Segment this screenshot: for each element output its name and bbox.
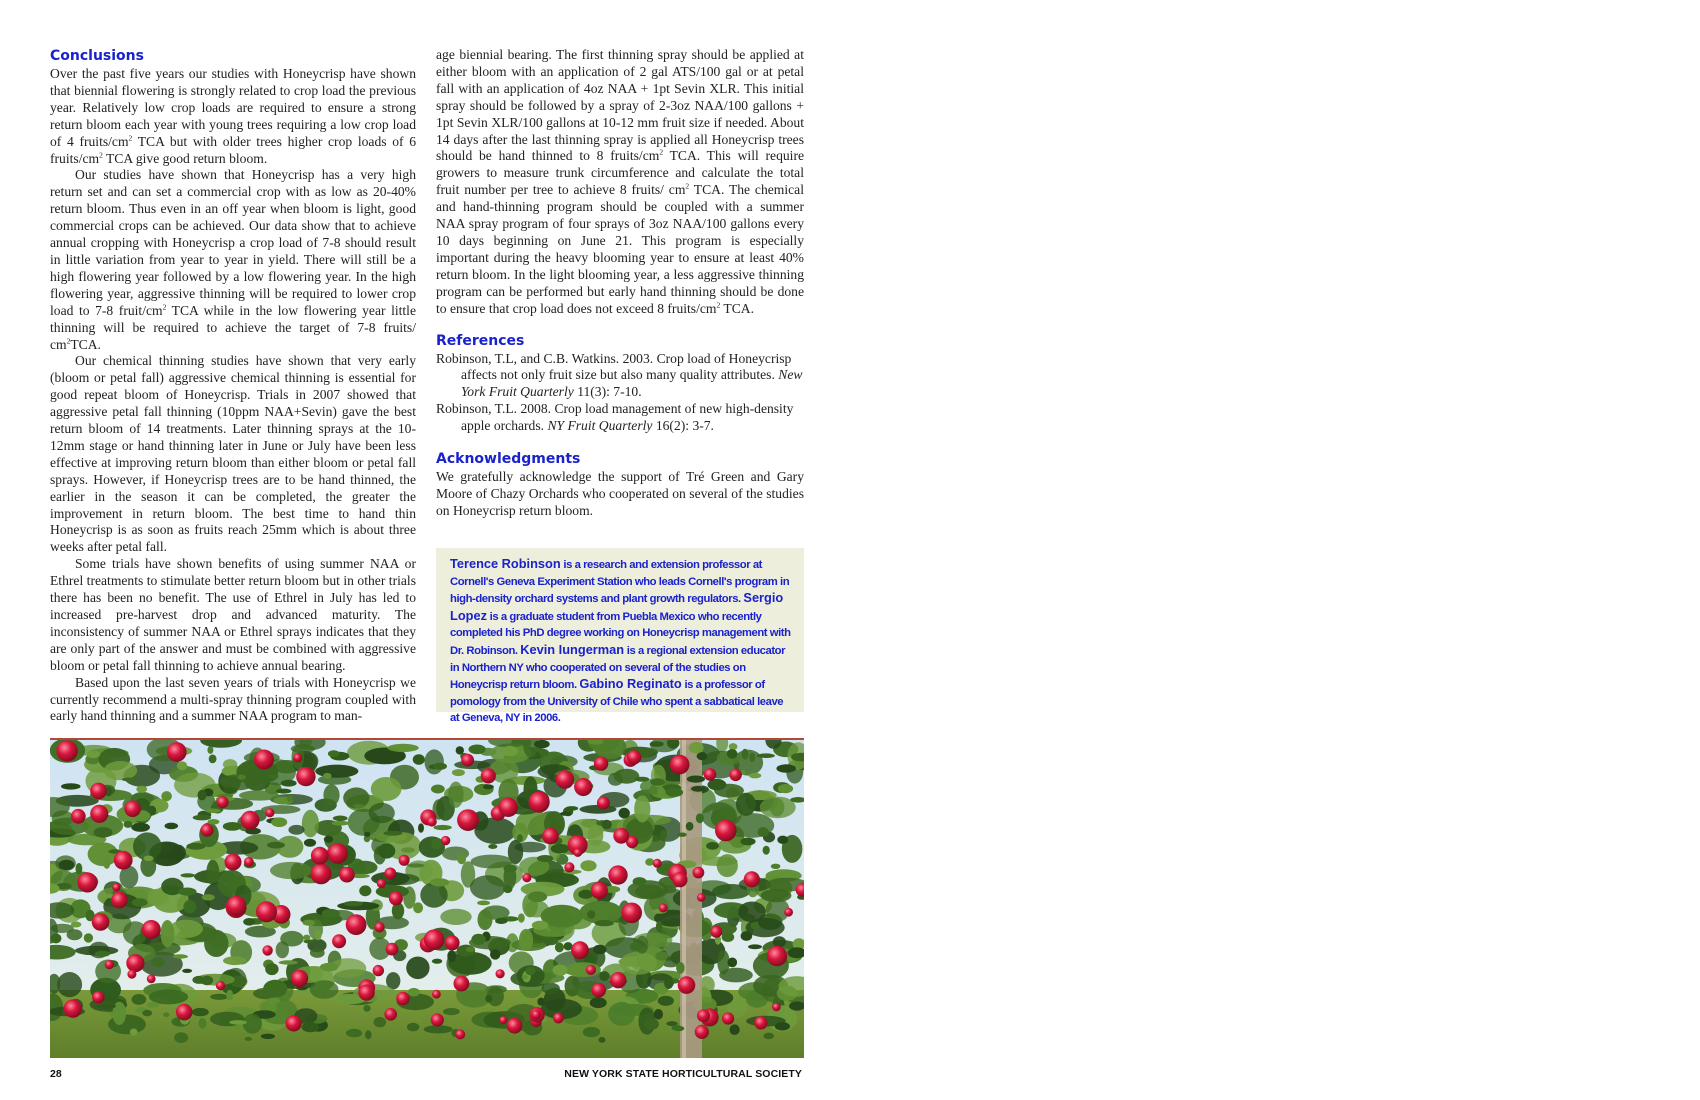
conclusions-heading: Conclusions <box>50 48 144 64</box>
author-name: Sergio Lopez <box>450 590 784 623</box>
acknowledgments-heading: Acknowledgments <box>436 451 581 468</box>
page-number: 28 <box>50 1068 62 1080</box>
author-bio-text: is a graduate student from Puebla Mexico who recently completed his PhD degree working on Honeycrisp management with Dr. Robinson. <box>450 610 791 657</box>
left-column <box>50 47 416 725</box>
author-name: Kevin Iungerman <box>520 641 625 657</box>
paragraph-continued: age biennial bearing. The first thinning spray should be applied at either bloom with an application of 2 gal ATS/100 gal or at petal fall with an application of 4oz NAA + 1pt Sevin XLR. This initial spray should be followed by a spray of 2-3oz NAA/100 gallons + 1pt Sevin XLR/100 gallons at 10-12 mm fruit size if needed. About 14 days after the last thinning spray is applied all Honeycrisp trees should be hand thinned to 8 fruits/$cm^2$ TCA. This will require growers to measure trunk circumference and calculate the total fruit number per tree to achieve 8 fruits/ $cm^2$ TCA. The chemical and hand-thinning program should be coupled with a summer NAA spray program of four sprays of 3oz NAA/100 gallons every 10 days beginning on June 21. This program is especially important during the heavy blooming year to ensure at least 40% return bloom. In the light blooming year, a less aggressive thinning program can be performed but early hand thinning should be done to ensure that crop load does not exceed 8 fruits/$cm^2$ TCA. <box>436 47 805 316</box>
paragraph-5: Based upon the last seven years of trials with Honeycrisp we currently recommend a multi-spray thinning program coupled with early hand thinning and a summer NAA program to man- <box>50 674 416 724</box>
author-name: Terence Robinson <box>450 556 561 571</box>
author-bio-text: is a regional extension educator in Northern NY who cooperated on several of the studies on Honeycrisp return bloom. <box>450 644 786 692</box>
paragraph-4: Some trials have shown benefits of using summer NAA or Ethrel treatments to stimulate better return bloom but in other trials there has been no benefit. The use of Ethrel in July has led to increased pre-harvest drop and advanced maturity. The inconsistency of summer NAA or Ethrel sprays indicates that they are only part of the answer and must be combined with aggressive bloom or petal fall thinning to achieve annual bearing. <box>50 556 416 673</box>
right-column <box>436 47 804 520</box>
references-heading: References <box>436 332 525 349</box>
paragraph-1: Over the past five years our studies with Honeycrisp have shown that biennial flowering is strongly related to crop load the previous year. Relatively low crop loads are required to ensure a strong return bloom each year with young trees requiring a low crop load of 4 fruits/$cm^2$ TCA but with older trees higher crop loads of 6 fruits/$cm^2$ TCA give good return bloom. <box>50 66 416 166</box>
author-bio-text: is a professor of pomology from the University of Chile who spent a sabbatical leave at Geneva, NY in 2006. <box>450 679 784 725</box>
paragraph-3: Our chemical thinning studies have shown that very early (bloom or petal fall) aggressive chemical thinning is essential for good repeat bloom of Honeycrisp. Trials in 2007 showed that aggressive petal fall thinning (10ppm NAA+Sevin) gave the best return bloom of 14 treatments. Later thinning sprays at the 10-12mm stage or hand thinning later in June or July have been less effective at improving return bloom than either bloom or petal fall sprays. However, if Honeycrisp trees are to be hand thinned, the earlier in the season it can be completed, the greater the improvement in return bloom. The best time to hand thin Honeycrisp is as soon as fruits reach 25mm which is about three weeks after petal fall. <box>50 353 416 555</box>
paragraph-2: Our studies have shown that Honeycrisp has a very high return set and can set a commercial crop with as low as 20-40% return bloom. Thus even in an off year when bloom is light, good commercial crops can be achieved. Our data show that to achieve annual cropping with Honeycrisp a crop load of 7-8 should result in little variation from year to year in yield. There will still be a high flowering year followed by a low flowering year. In the high flowering year, aggressive thinning will be required to lower crop load to 7-8 fruit/$cm^2$ TCA while in the low flowering year little thinning will be required to achieve the target of 7-8 fruits/ $cm^2TCA$. <box>50 167 416 352</box>
orchard-photo <box>50 738 804 1058</box>
author-name: Gabino Reginato <box>579 676 682 692</box>
author-bio-text: is a research and extension professor at Cornell's Geneva Experiment Station who leads Cornell's program in high-density orchard systems and plant growth regulators. <box>450 559 790 606</box>
author-bio-box <box>436 548 804 725</box>
acknowledgments-text: We gratefully acknowledge the support of Tré Green and Gary Moore of Chazy Orchards who cooperated on several of the studies on Honeycrisp return bloom. <box>436 469 804 518</box>
publication-footer: NEW YORK STATE HORTICULTURAL SOCIETY <box>564 1068 802 1080</box>
reference-1: Robinson, T.L, and C.B. Watkins. 2003. Crop load of Honeycrisp affects not only fruit size but also many quality attributes. New York Fruit Quarterly 11(3): 7-10. <box>436 350 803 400</box>
reference-2: Robinson, T.L. 2008. Crop load management of new high-density apple orchards. NY Fruit Quarterly 16(2): 3-7. <box>436 401 794 434</box>
